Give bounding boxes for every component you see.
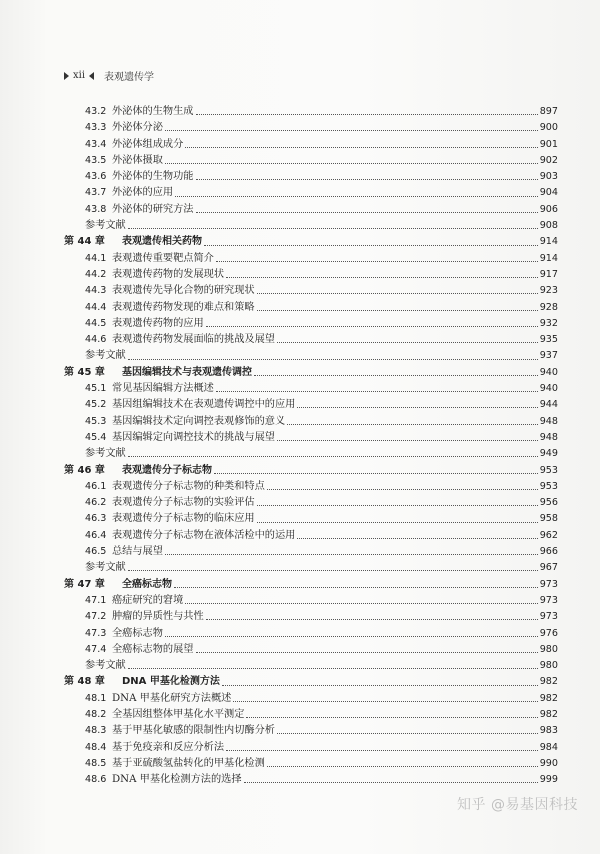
toc-section-row[interactable] (64, 316, 558, 332)
dot-leader (185, 602, 537, 604)
toc-entry-title: 外泌体分泌 (112, 122, 163, 134)
toc-section-row[interactable] (64, 300, 558, 316)
page-number: 982 (539, 676, 558, 688)
page-number: 973 (539, 611, 558, 623)
section-number: 47.2 (85, 611, 107, 623)
section-number: 43.3 (85, 122, 107, 134)
toc-section-row[interactable] (64, 267, 558, 283)
section-number: 48.3 (85, 725, 107, 737)
toc-entry-title: 肿瘤的异质性与共性 (112, 611, 204, 623)
section-number: 43.4 (85, 138, 107, 150)
page-number: 897 (539, 106, 558, 117)
book-title: 表观遗传学 (104, 72, 155, 83)
toc-section-row[interactable] (64, 642, 558, 658)
toc-entry-title: 总结与展望 (112, 546, 163, 558)
running-head (64, 68, 154, 83)
toc-entry-title: 常见基因编辑方法概述 (112, 383, 214, 395)
page-number-roman: xii (73, 70, 86, 81)
toc-section-row[interactable] (64, 414, 558, 430)
toc-entry-title: 表观遗传药物的应用 (112, 317, 204, 329)
page-number: 928 (539, 301, 558, 313)
toc-section-row[interactable] (64, 609, 558, 625)
section-number: 43.7 (85, 187, 107, 199)
toc-references-row[interactable] (64, 658, 558, 674)
page-number: 937 (539, 350, 558, 362)
section-number: 43.2 (85, 106, 107, 117)
toc-entry-title: 参考文献 (85, 220, 126, 232)
section-number: 46.5 (85, 546, 107, 558)
dot-leader (226, 276, 538, 278)
section-number: 47.3 (85, 627, 107, 639)
toc-entry-title: 基因编辑技术定向调控表观修饰的意义 (112, 415, 286, 427)
toc-section-row[interactable] (64, 153, 558, 169)
dot-leader (257, 521, 538, 523)
toc-section-row[interactable] (64, 756, 558, 772)
toc-entry-title: 外泌体组成成分 (112, 138, 184, 150)
toc-entry-title: 参考文献 (85, 562, 126, 574)
toc-chapter-row[interactable] (64, 674, 558, 690)
toc-section-row[interactable] (64, 251, 558, 267)
toc-entry-title: 外泌体的生物功能 (112, 171, 194, 183)
dot-leader (257, 292, 538, 294)
toc-references-row[interactable] (64, 446, 558, 462)
toc-entry-title: 基于亚硫酸氢盐转化的甲基化检测 (112, 757, 265, 769)
toc-entry-title: 表观遗传分子标志物的实验评估 (112, 497, 255, 509)
toc-entry-title: 表观遗传先导化合物的研究现状 (112, 285, 255, 297)
section-number: 43.8 (85, 203, 107, 215)
section-number: 44.3 (85, 285, 107, 297)
page-number: 966 (539, 546, 558, 558)
toc-entry-title: DNA 甲基化研究方法概述 (112, 692, 232, 704)
page-number: 953 (539, 480, 558, 492)
toc-entry-title: 表观遗传分子标志物 (122, 464, 212, 476)
toc-entry-title: 参考文献 (85, 660, 126, 672)
dot-leader (216, 390, 538, 392)
section-number: 46.4 (85, 529, 107, 541)
page-number: 973 (539, 578, 558, 590)
section-number: 48.6 (85, 774, 107, 786)
toc-entry-title: 基因编辑技术与表观遗传调控 (122, 366, 252, 378)
section-number: 48.2 (85, 708, 107, 720)
toc-section-row[interactable] (64, 626, 558, 642)
table-of-contents (64, 104, 558, 788)
dot-leader (277, 341, 538, 343)
toc-entry-title: 全癌标志物 (112, 627, 163, 639)
dot-leader (246, 716, 537, 718)
toc-chapter-row[interactable] (64, 365, 558, 381)
chapter-number: 第 46 章 (64, 464, 105, 476)
toc-section-row[interactable] (64, 479, 558, 495)
dot-leader (128, 667, 538, 669)
toc-entry-title: 表观遗传药物发现的难点和策略 (112, 301, 255, 313)
toc-section-row[interactable] (64, 691, 558, 707)
dot-leader (277, 439, 538, 441)
page-number: 976 (539, 627, 558, 639)
watermark: 知乎 @易基因科技 (457, 797, 578, 813)
toc-section-row[interactable] (64, 772, 558, 788)
page-number: 984 (539, 741, 558, 753)
dot-leader (196, 113, 538, 115)
toc-section-row[interactable] (64, 120, 558, 136)
toc-references-row[interactable] (64, 560, 558, 576)
dot-leader (206, 618, 538, 620)
chapter-number: 第 47 章 (64, 578, 105, 590)
toc-section-row[interactable] (64, 740, 558, 756)
toc-entry-title: 参考文献 (85, 350, 126, 362)
page-number: 903 (539, 171, 558, 183)
toc-entry-title: 外泌体摄取 (112, 154, 163, 166)
dot-leader (174, 586, 538, 588)
section-number: 48.5 (85, 757, 107, 769)
toc-entry-title: 表观遗传重要靶点简介 (112, 252, 214, 264)
page-number: 906 (539, 203, 558, 215)
toc-section-row[interactable] (64, 104, 558, 120)
dot-leader (277, 732, 538, 734)
toc-chapter-row[interactable] (64, 463, 558, 479)
section-number: 43.6 (85, 171, 107, 183)
dot-leader (196, 178, 538, 180)
section-number: 44.5 (85, 317, 107, 329)
toc-section-row[interactable] (64, 430, 558, 446)
section-number: 45.1 (85, 383, 107, 395)
dot-leader (222, 684, 538, 686)
page-number: 967 (539, 562, 558, 574)
dot-leader (267, 765, 538, 767)
page-number: 983 (539, 725, 558, 737)
toc-entry-title: DNA 甲基化检测方法 (122, 676, 220, 688)
page-number: 953 (539, 464, 558, 476)
section-number: 44.1 (85, 252, 107, 264)
section-number: 46.3 (85, 513, 107, 525)
toc-entry-title: 基于免疫亲和反应分析法 (112, 741, 225, 753)
page-number: 999 (539, 774, 558, 786)
dot-leader (297, 537, 537, 539)
toc-entry-title: 基因编辑定向调控技术的挑战与展望 (112, 431, 275, 443)
toc-section-row[interactable] (64, 169, 558, 185)
toc-entry-title: DNA 甲基化检测方法的选择 (112, 774, 242, 786)
page-number: 982 (539, 708, 558, 720)
section-number: 48.4 (85, 741, 107, 753)
dot-leader (128, 455, 538, 457)
page-number: 902 (539, 154, 558, 166)
page-number: 901 (539, 138, 558, 150)
toc-entry-title: 参考文献 (85, 448, 126, 460)
chapter-number: 第 48 章 (64, 676, 105, 688)
section-number: 47.4 (85, 643, 107, 655)
page-number: 908 (539, 220, 558, 232)
toc-section-row[interactable] (64, 544, 558, 560)
page-number: 948 (539, 415, 558, 427)
toc-section-row[interactable] (64, 707, 558, 723)
page-number: 900 (539, 122, 558, 134)
dot-leader (214, 472, 538, 474)
chapter-number: 第 44 章 (64, 236, 105, 248)
dot-leader (226, 749, 538, 751)
page-number: 914 (539, 236, 558, 248)
dot-leader (267, 488, 538, 490)
dot-leader (128, 358, 538, 360)
section-number: 46.1 (85, 480, 107, 492)
page-number: 940 (539, 366, 558, 378)
toc-section-row[interactable] (64, 495, 558, 511)
dot-leader (165, 129, 538, 131)
dot-leader (244, 781, 538, 783)
toc-references-row[interactable] (64, 218, 558, 234)
dot-leader (287, 423, 538, 425)
dot-leader (165, 635, 538, 637)
toc-section-row[interactable] (64, 511, 558, 527)
page-number: 973 (539, 594, 558, 606)
page-number: 949 (539, 448, 558, 460)
toc-section-row[interactable] (64, 185, 558, 201)
toc-entry-title: 表观遗传药物的发展现状 (112, 268, 225, 280)
section-number: 48.1 (85, 692, 107, 704)
dot-leader (233, 700, 537, 702)
toc-entry-title: 全癌标志物的展望 (112, 643, 194, 655)
triangle-right-icon (64, 72, 69, 80)
triangle-left-icon (89, 72, 94, 80)
toc-entry-title: 外泌体的研究方法 (112, 203, 194, 215)
toc-section-row[interactable] (64, 593, 558, 609)
page-number: 980 (539, 643, 558, 655)
toc-section-row[interactable] (64, 381, 558, 397)
dot-leader (196, 651, 538, 653)
section-number: 46.2 (85, 497, 107, 509)
page-number: 914 (539, 252, 558, 264)
page-number: 980 (539, 660, 558, 672)
page-number: 958 (539, 513, 558, 525)
dot-leader (257, 309, 538, 311)
toc-entry-title: 基于甲基化敏感的限制性内切酶分析 (112, 725, 275, 737)
page-number: 904 (539, 187, 558, 199)
toc-section-row[interactable] (64, 723, 558, 739)
toc-entry-title: 外泌体的应用 (112, 187, 174, 199)
page-number: 923 (539, 285, 558, 297)
dot-leader (204, 244, 538, 246)
toc-section-row[interactable] (64, 202, 558, 218)
dot-leader (254, 374, 538, 376)
toc-section-row[interactable] (64, 397, 558, 413)
dot-leader (165, 553, 538, 555)
page-number: 990 (539, 757, 558, 769)
toc-entry-title: 全基因组整体甲基化水平测定 (112, 708, 245, 720)
section-number: 44.6 (85, 334, 107, 346)
toc-references-row[interactable] (64, 348, 558, 364)
page-number: 944 (539, 399, 558, 411)
toc-entry-title: 全癌标志物 (122, 578, 172, 590)
toc-section-row[interactable] (64, 528, 558, 544)
chapter-number: 第 45 章 (64, 366, 105, 378)
toc-section-row[interactable] (64, 137, 558, 153)
toc-entry-title: 表观遗传药物发展面临的挑战及展望 (112, 334, 275, 346)
toc-entry-title: 癌症研究的窘境 (112, 594, 184, 606)
section-number: 44.2 (85, 268, 107, 280)
toc-entry-title: 外泌体的生物生成 (112, 106, 194, 117)
dot-leader (175, 195, 538, 197)
page-number: 935 (539, 334, 558, 346)
section-number: 45.3 (85, 415, 107, 427)
toc-section-row[interactable] (64, 283, 558, 299)
toc-entry-title: 表观遗传分子标志物在液体活检中的运用 (112, 529, 296, 541)
page-number: 982 (539, 692, 558, 704)
toc-section-row[interactable] (64, 332, 558, 348)
section-number: 47.1 (85, 594, 107, 606)
dot-leader (128, 569, 538, 571)
dot-leader (165, 162, 538, 164)
dot-leader (216, 260, 538, 262)
toc-entry-title: 表观遗传分子标志物的种类和特点 (112, 480, 265, 492)
page-number: 956 (539, 497, 558, 509)
section-number: 44.4 (85, 301, 107, 313)
section-number: 45.4 (85, 431, 107, 443)
dot-leader (128, 227, 538, 229)
toc-chapter-row[interactable] (64, 234, 558, 250)
toc-entry-title: 基因组编辑技术在表观遗传调控中的应用 (112, 399, 296, 411)
toc-entry-title: 表观遗传分子标志物的临床应用 (112, 513, 255, 525)
dot-leader (206, 325, 538, 327)
dot-leader (297, 406, 537, 408)
section-number: 45.2 (85, 399, 107, 411)
page-number: 917 (539, 268, 558, 280)
page-number: 962 (539, 529, 558, 541)
dot-leader (196, 211, 538, 213)
page-number: 932 (539, 317, 558, 329)
toc-chapter-row[interactable] (64, 577, 558, 593)
dot-leader (185, 146, 537, 148)
page-number: 940 (539, 383, 558, 395)
section-number: 43.5 (85, 154, 107, 166)
dot-leader (257, 504, 538, 506)
page-number: 948 (539, 431, 558, 443)
toc-entry-title: 表观遗传相关药物 (122, 236, 202, 248)
